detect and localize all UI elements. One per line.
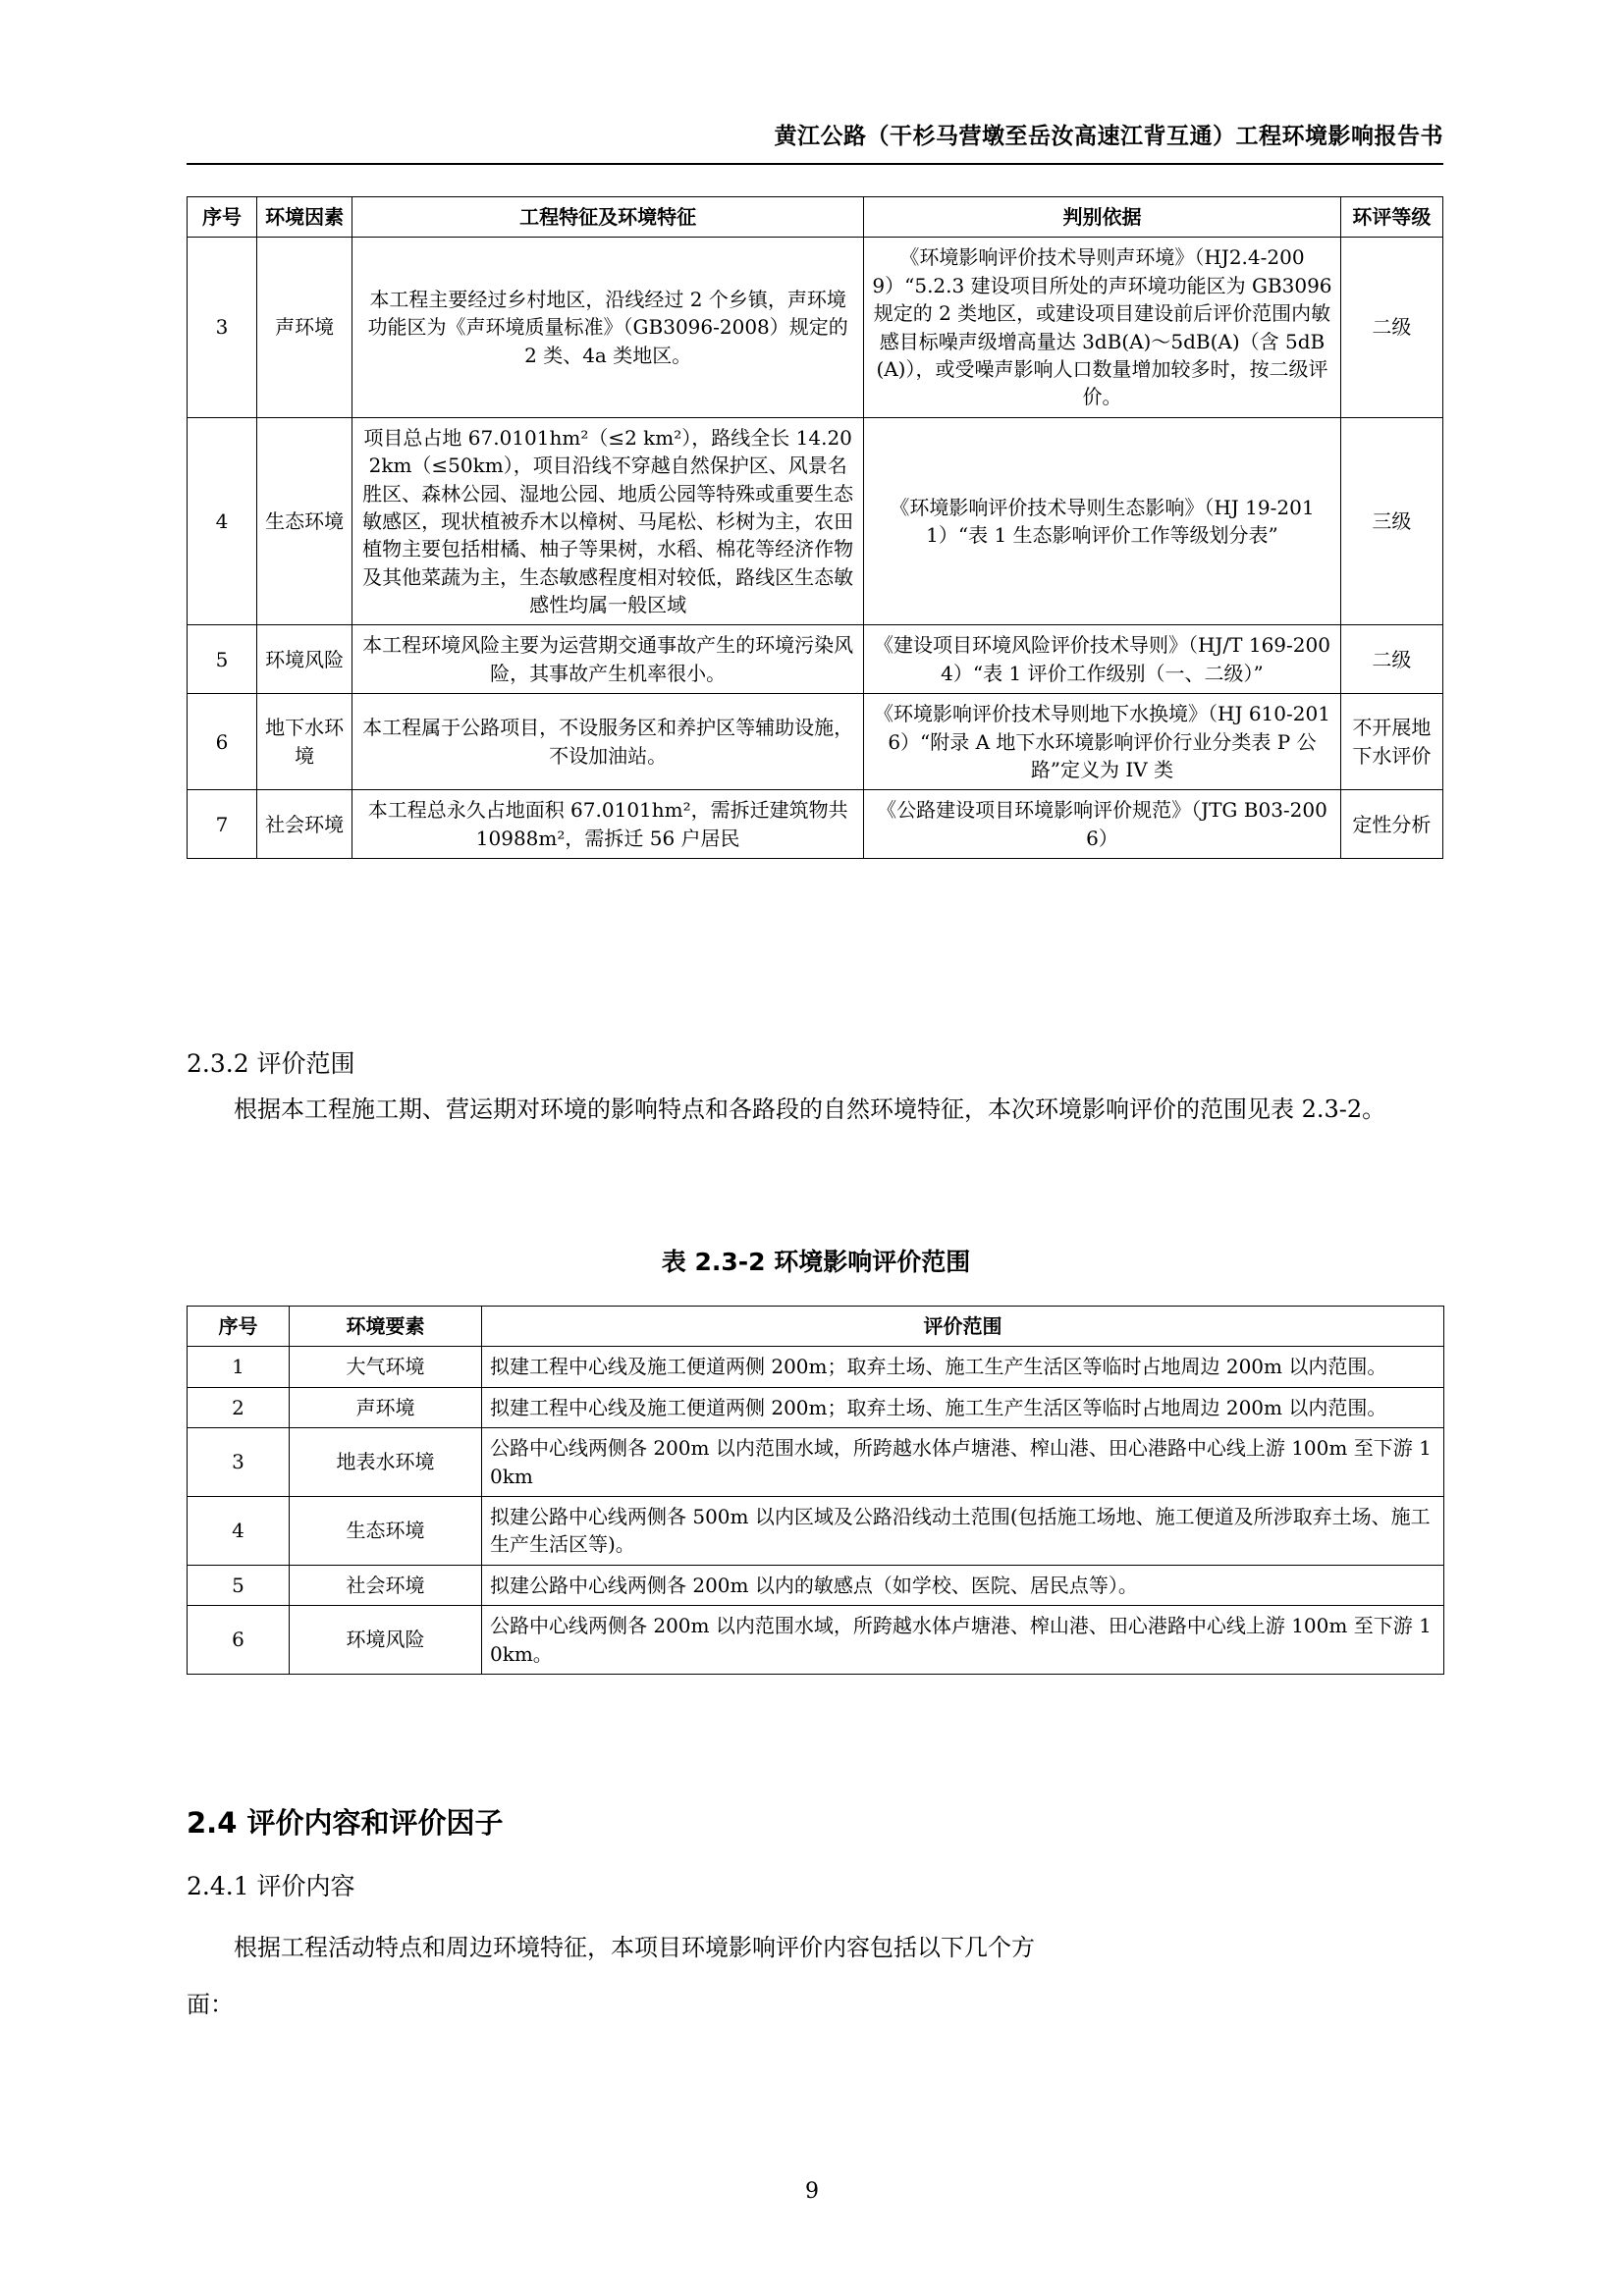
cell-level: 二级 [1340, 625, 1442, 694]
cell-no: 3 [188, 1428, 290, 1497]
cell-scope: 拟建公路中心线两侧各 500m 以内区域及公路沿线动土范围(包括施工场地、施工便道及所涉取弃土场、施工生产生活区等)。 [482, 1496, 1444, 1565]
table-row [188, 625, 1443, 694]
table-evaluation-scope [187, 1306, 1444, 1675]
cell-basis: 《环境影响评价技术导则生态影响》（HJ 19-2011）“表 1 生态影响评价工作等级划分表” [864, 417, 1341, 625]
cell-no: 2 [188, 1387, 290, 1427]
cell-level: 定性分析 [1340, 790, 1442, 859]
cell-basis: 《建设项目环境风险评价技术导则》（HJ/T 169-2004）“表 1 评价工作级别（一、二级）” [864, 625, 1341, 694]
cell-feature: 本工程属于公路项目，不设服务区和养护区等辅助设施，不设加油站。 [352, 694, 864, 790]
cell-feature: 本工程总永久占地面积 67.0101hm²，需拆迁建筑物共 10988m²，需拆迁 56 户居民 [352, 790, 864, 859]
cell-basis: 《环境影响评价技术导则声环境》（HJ2.4-2009）“5.2.3 建设项目所处的声环境功能区为 GB3096 规定的 2 类地区，或建设项目建设前后评价范围内敏感目标噪声级增高量达 3dB(A)～5dB(A)（含 5dB(A)），或受噪声影响人口数量增加较多时，按二级评价。 [864, 238, 1341, 417]
table-row [188, 790, 1443, 859]
cell-basis: 《环境影响评价技术导则地下水换境》（HJ 610-2016）“附录 A 地下水环境影响评价行业分类表 P 公路”定义为 IV 类 [864, 694, 1341, 790]
cell-level: 不开展地下水评价 [1340, 694, 1442, 790]
table-row [188, 1428, 1444, 1497]
cell-factor: 声环境 [257, 238, 352, 417]
cell-scope: 拟建公路中心线两侧各 200m 以内的敏感点（如学校、医院、居民点等）。 [482, 1565, 1444, 1605]
cell-factor: 生态环境 [257, 417, 352, 625]
col-no: 序号 [188, 197, 257, 238]
section-241-paragraph: 根据工程活动特点和周边环境特征，本项目环境影响评价内容包括以下几个方 [234, 1934, 1035, 1961]
section-heading-241: 2.4.1 评价内容 [187, 1872, 355, 1900]
cell-element: 社会环境 [290, 1565, 482, 1605]
cell-scope: 公路中心线两侧各 200m 以内范围水域，所跨越水体卢塘港、榨山港、田心港路中心线上游 100m 至下游 10km [482, 1428, 1444, 1497]
cell-element: 大气环境 [290, 1347, 482, 1387]
cell-level: 三级 [1340, 417, 1442, 625]
table-row [188, 417, 1443, 625]
cell-level: 二级 [1340, 238, 1442, 417]
cell-no: 7 [188, 790, 257, 859]
table-header-row [188, 1307, 1444, 1347]
cell-scope: 公路中心线两侧各 200m 以内范围水域，所跨越水体卢塘港、榨山港、田心港路中心线上游 100m 至下游 10km。 [482, 1606, 1444, 1675]
table-row [188, 1496, 1444, 1565]
cell-basis: 《公路建设项目环境影响评价规范》（JTG B03-2006） [864, 790, 1341, 859]
cell-no: 5 [188, 625, 257, 694]
section-241-paragraph-cont: 面： [187, 1991, 234, 2018]
section-heading-232: 2.3.2 评价范围 [187, 1049, 355, 1078]
table-row [188, 1606, 1444, 1675]
cell-feature: 项目总占地 67.0101hm²（≤2 km²），路线全长 14.202km（≤50km），项目沿线不穿越自然保护区、风景名胜区、森林公园、湿地公园、地质公园等特殊或重要生态敏感区，现状植被乔木以樟树、马尾松、杉树为主，农田植物主要包括柑橘、柚子等果树，水稻、棉花等经济作物及其他菜蔬为主，生态敏感程度相对较低，路线区生态敏感性均属一般区域 [352, 417, 864, 625]
cell-element: 生态环境 [290, 1496, 482, 1565]
section-232-paragraph: 根据本工程施工期、营运期对环境的影响特点和各路段的自然环境特征，本次环境影响评价的范围见表 2.3-2。 [234, 1095, 1386, 1123]
cell-no: 1 [188, 1347, 290, 1387]
table-row [188, 1347, 1444, 1387]
cell-element: 声环境 [290, 1387, 482, 1427]
cell-feature: 本工程环境风险主要为运营期交通事故产生的环境污染风险，其事故产生机率很小。 [352, 625, 864, 694]
cell-scope: 拟建工程中心线及施工便道两侧 200m；取弃土场、施工生产生活区等临时占地周边 200m 以内范围。 [482, 1387, 1444, 1427]
cell-element: 地表水环境 [290, 1428, 482, 1497]
table-header-row [188, 197, 1443, 238]
cell-factor: 环境风险 [257, 625, 352, 694]
col-no: 序号 [188, 1307, 290, 1347]
cell-no: 6 [188, 694, 257, 790]
col-element: 环境要素 [290, 1307, 482, 1347]
col-feature: 工程特征及环境特征 [352, 197, 864, 238]
table-row [188, 694, 1443, 790]
cell-feature: 本工程主要经过乡村地区，沿线经过 2 个乡镇，声环境功能区为《声环境质量标准》（GB3096-2008）规定的 2 类、4a 类地区。 [352, 238, 864, 417]
cell-no: 3 [188, 238, 257, 417]
table-evaluation-level [187, 196, 1443, 859]
table-row [188, 1565, 1444, 1605]
col-basis: 判别依据 [864, 197, 1341, 238]
table-row [188, 1387, 1444, 1427]
cell-no: 4 [188, 417, 257, 625]
cell-no: 6 [188, 1606, 290, 1675]
cell-no: 4 [188, 1496, 290, 1565]
cell-no: 5 [188, 1565, 290, 1605]
section-heading-24: 2.4 评价内容和评价因子 [187, 1806, 504, 1840]
table-row [188, 238, 1443, 417]
col-factor: 环境因素 [257, 197, 352, 238]
col-level: 环评等级 [1340, 197, 1442, 238]
cell-element: 环境风险 [290, 1606, 482, 1675]
cell-scope: 拟建工程中心线及施工便道两侧 200m；取弃土场、施工生产生活区等临时占地周边 200m 以内范围。 [482, 1347, 1444, 1387]
page-number: 9 [805, 2179, 819, 2204]
cell-factor: 地下水环境 [257, 694, 352, 790]
col-scope: 评价范围 [482, 1307, 1444, 1347]
page-header: 黄江公路（干杉马营墩至岳汝高速江背互通）工程环境影响报告书 [774, 123, 1443, 149]
table-caption-2-3-2: 表 2.3-2 环境影响评价范围 [661, 1248, 971, 1276]
cell-factor: 社会环境 [257, 790, 352, 859]
header-divider [187, 163, 1443, 165]
